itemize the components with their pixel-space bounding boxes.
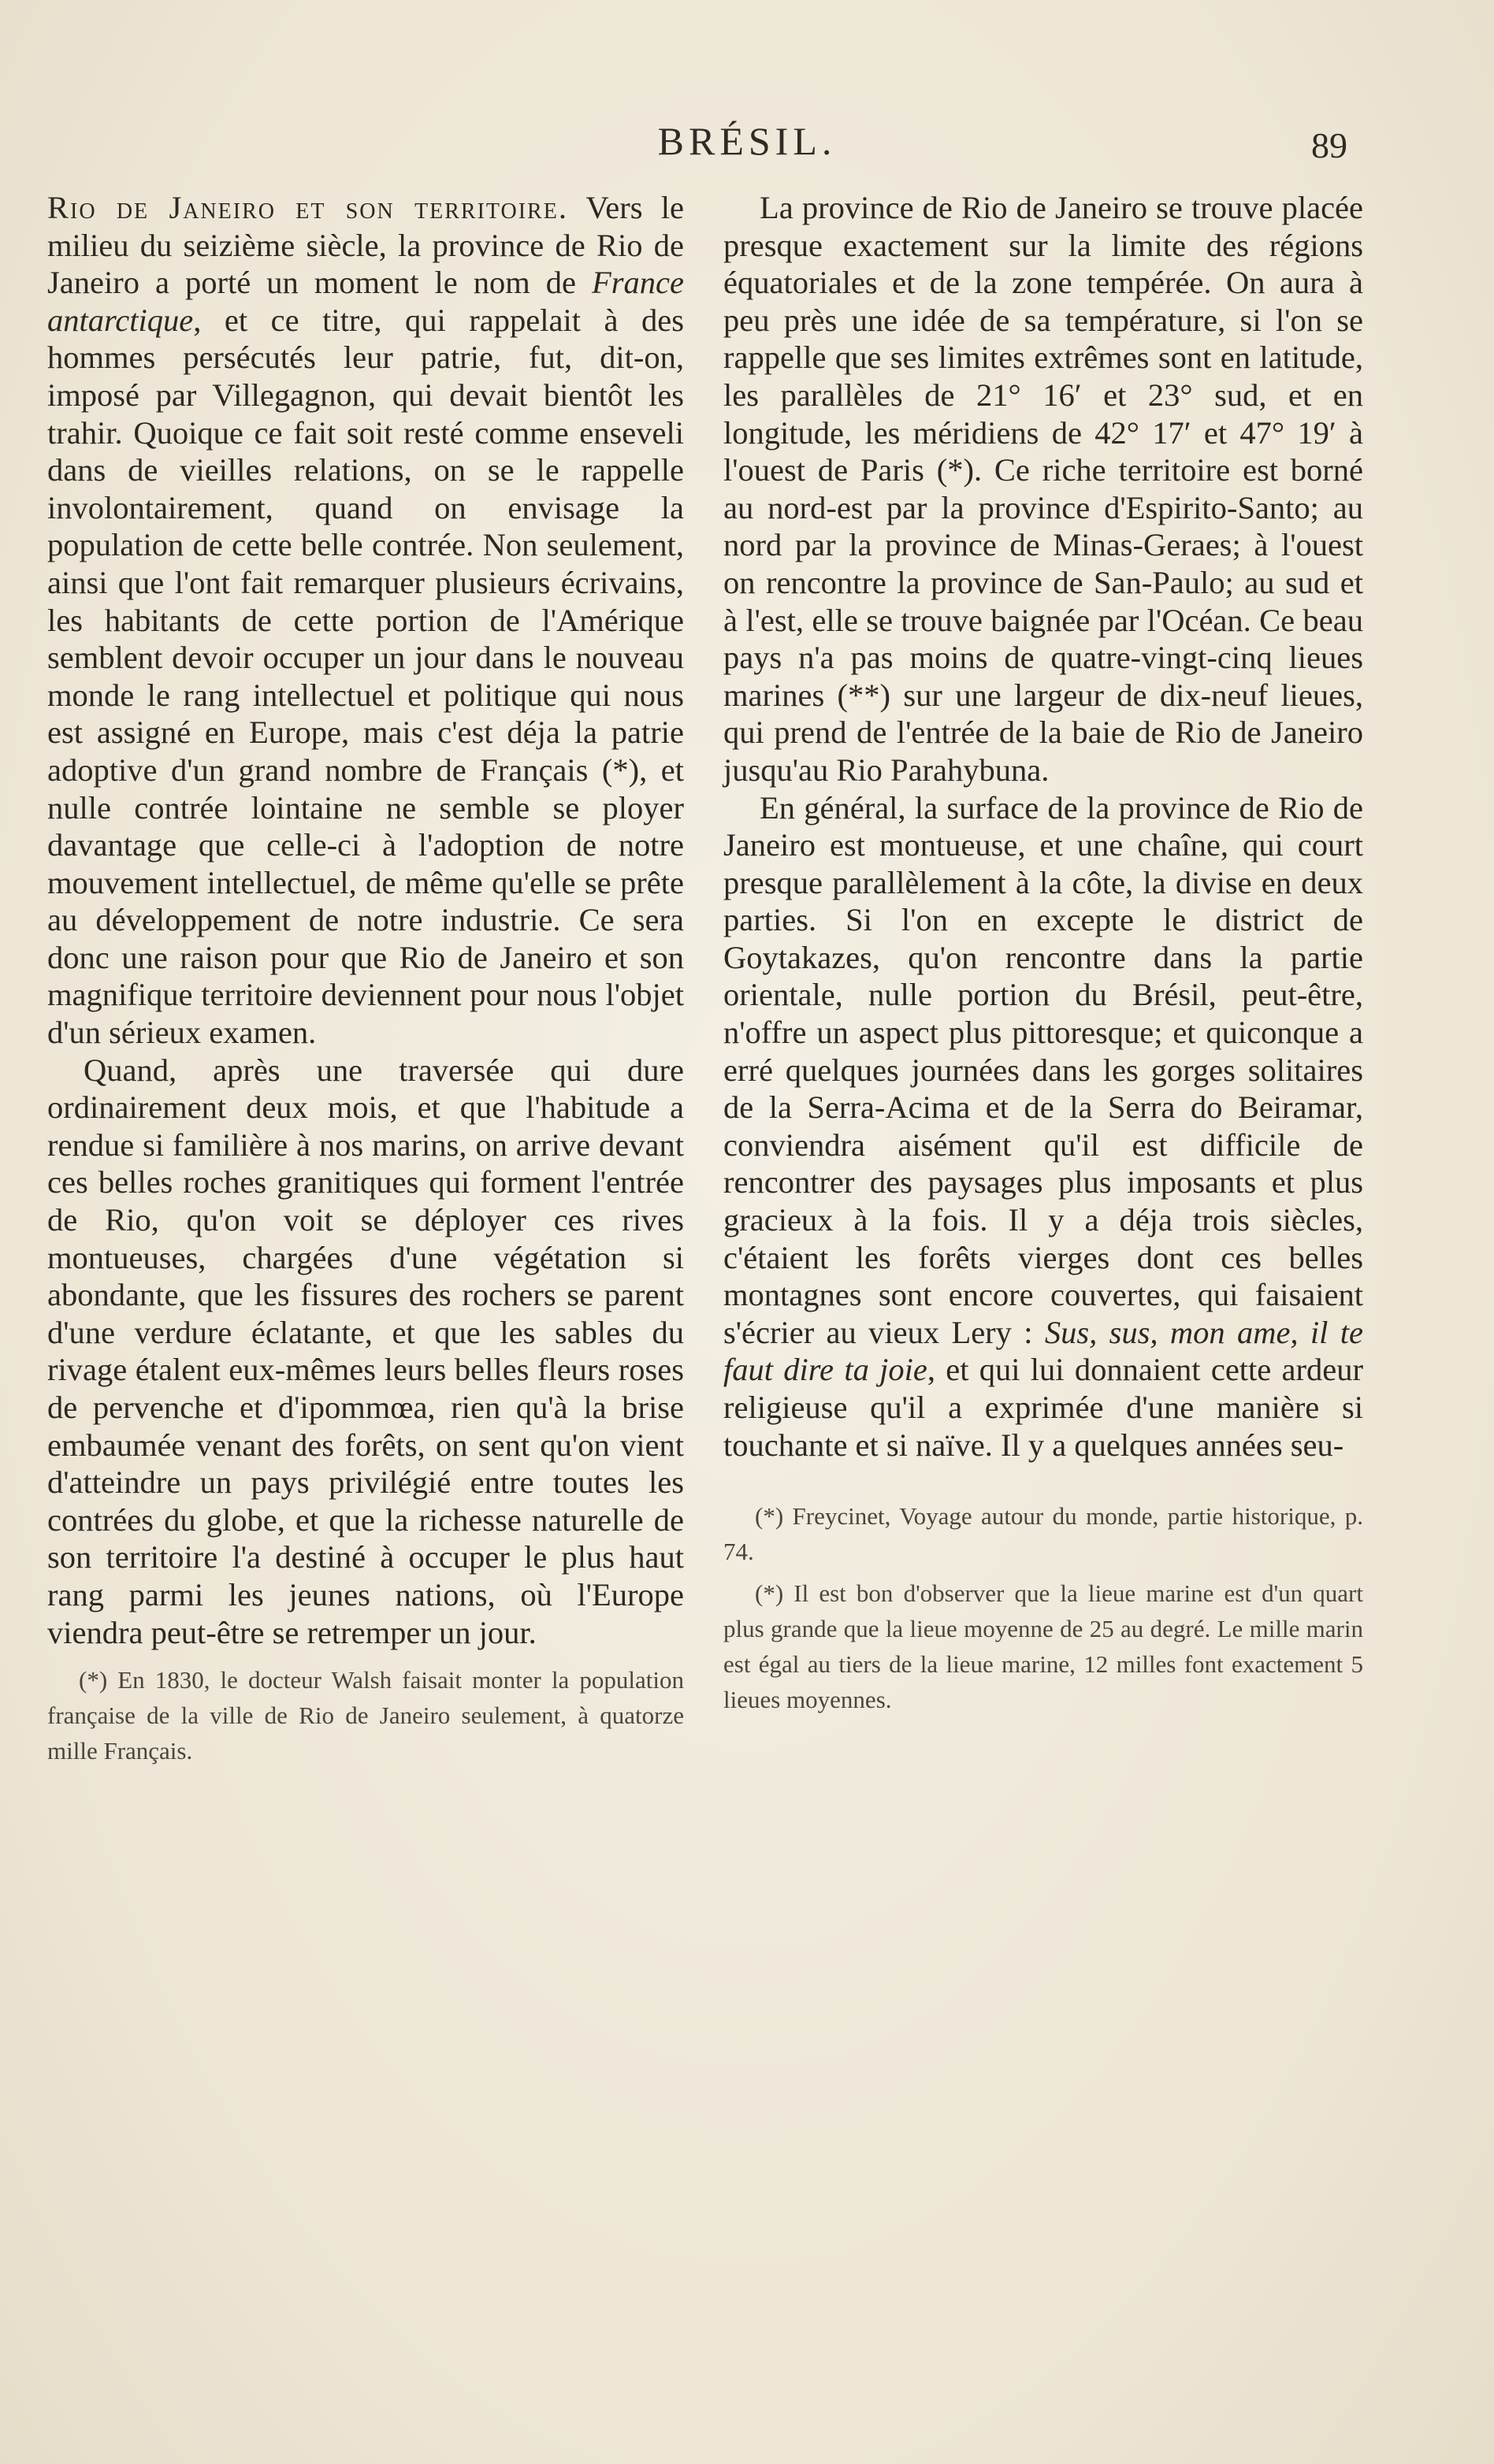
paragraph: Quand, après une traversée qui dure ordinairement deux mois, et que l'habitude a rendue si familière à nos marins, on arrive devant ces belles roches granitiques qui forment l'entrée de Rio, qu'on voit se déployer ces rives montueuses, chargées d'une végétation si abondante, que les fissures des rochers se parent d'une verdure éclatante, et que les sables du rivage étalent eux-mêmes leurs belles fleurs roses de pervenche et d'ipommœa, rien qu'à la brise embaumée venant des forêts, on sent qu'on vient d'atteindre un pays privilégié entre toutes les contrées du globe, et que la richesse naturelle de son territoire l'a destiné à occuper le plus haut rang parmi les jeunes nations, où l'Europe viendra peut-être se retremper un jour. xyxy=(47,1052,684,1650)
paragraph-text: , et qui lui donnaient cette ardeur religieuse qu'il a exprimée d'une manière si touchante et si naïve. Il y a quelques années seu- xyxy=(723,1352,1363,1463)
paragraph-text: Vers le milieu du seizième siècle, la province de Rio de Janeiro a porté un moment le nom de xyxy=(47,190,685,301)
left-column xyxy=(47,189,684,1775)
page-number: 89 xyxy=(1311,125,1347,165)
footnote: (*) En 1830, le docteur Walsh faisait monter la population française de la ville de Rio de Janeiro seulement, à quatorze mille Français. xyxy=(47,1666,684,1765)
paragraph-text: En général, la surface de la province de Rio de Janeiro est montueuse, et une chaîne, qui court presque parallèlement à la côte, la divise en deux parties. Si l'on en excepte le district de Goytakazes, qu'on rencontre dans la partie orientale, nulle portion du Brésil, peut-être, n'offre un aspect plus pittoresque; et quiconque a erré quelques journées dans les gorges solitaires de la Serra-Acima et de la Serra do Beiramar, conviendra aisément qu'il est difficile de rencontrer des paysages plus imposants et plus gracieux à la fois. Il y a déja trois siècles, c'étaient les forêts vierges dont ces belles montagnes sont encore couvertes, qui faisaient s'écrier au vieux Lery : xyxy=(723,789,1363,1350)
footnotes xyxy=(47,1662,684,1768)
italic-text: France antarctique xyxy=(47,265,684,338)
paragraph-text: , et ce titre, qui rappelait à des hommes persécutés leur patrie, fut, dit-on, imposé par Villegagnon, qui devait bientôt les trahir. Quoique ce fait soit resté comme enseveli dans de vieilles relations, on se le rappelle involontairement, quand on envisage la population de cette belle contrée. Non seulement, ainsi que l'ont fait remarquer plusieurs écrivains, les habitants de cette portion de l'Amérique semblent devoir occuper un jour dans le nouveau monde le rang intellectuel et politique qui nous est assigné en Europe, mais c'est déja la patrie adoptive d'un grand nombre de Français (*), et nulle contrée lointaine ne semble se ployer davantage que celle-ci à l'adoption de notre mouvement intellectuel, de même qu'elle se prête au développement de notre industrie. Ce sera donc une raison pour que Rio de Janeiro et son magnifique territoire deviennent pour nous l'objet d'un sérieux examen. xyxy=(47,302,684,1051)
italic-text: Sus, sus, mon ame, il te faut dire ta joie xyxy=(723,1314,1363,1388)
footnotes xyxy=(723,1498,1363,1717)
running-header: BRÉSIL. xyxy=(657,119,837,163)
right-column xyxy=(723,189,1363,1724)
paragraph: La province de Rio de Janeiro se trouve placée presque exactement sur la limite des régions équatoriales et de la zone tempérée. On aura à peu près une idée de sa température, si l'on se rappelle que ses limites extrêmes sont en latitude, les parallèles de 21° 16′ et 23° sud, et en longitude, les méridiens de 42° 17′ et 47° 19′ à l'ouest de Paris (*). Ce riche territoire est borné au nord-est par la province d'Espirito-Santo; au nord par la province de Minas-Geraes; à l'ouest on rencontre la province de San-Paulo; au sud et à l'est, elle se trouve baignée par l'Océan. Ce beau pays n'a pas moins de quatre-vingt-cinq lieues marines (**) sur une largeur de dix-neuf lieues, qui prend de l'entrée de la baie de Rio de Janeiro jusqu'au Rio Parahybuna. xyxy=(723,190,1363,788)
footnote: (*) Il est bon d'observer que la lieue marine est d'un quart plus grande que la lieue moyenne de 25 au degré. Le mille marin est égal au tiers de la lieue marine, 12 milles font exactement 5 lieues moyennes. xyxy=(723,1579,1363,1714)
footnote: (*) Freycinet, Voyage autour du monde, partie historique, p. 74. xyxy=(723,1502,1363,1566)
section-heading: Rio de Janeiro et son territoire. xyxy=(47,190,568,225)
paragraph xyxy=(723,789,1363,1464)
paragraph xyxy=(47,189,684,1052)
